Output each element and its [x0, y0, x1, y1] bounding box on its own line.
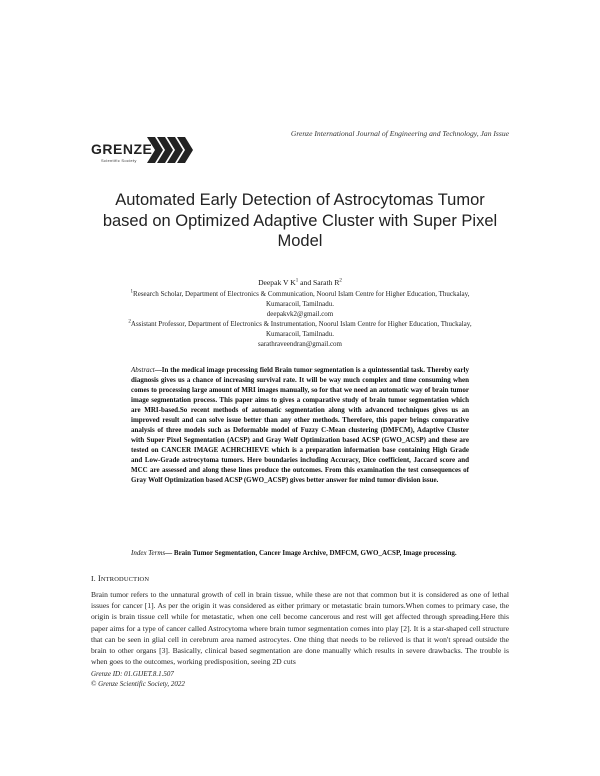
paper-title: [60, 190, 540, 252]
section-title-rest: NTRODUCTION: [100, 576, 150, 583]
author-marker: 2: [339, 278, 342, 284]
author-list: [60, 278, 540, 287]
index-terms-label: Index Terms: [131, 549, 166, 557]
abstract-text: —In the medical image processing field Brain tumor segmentation is a quintessential task. Thereby early diagnosis gives us a chance of increasing survival rate. It will be way much complex and time consuming when comes to processing large amount of MRI images manually, so for that we need an automatic way of brain tumor image segmentation process. This paper aims to gives a comparative study of brain tumor segmentation which are MRI-based.So recent methods of automatic segmentation along with advanced techniques gives us an improved result and can solve issue better than any other methods. Therefore, this paper brings comparative analysis of three models such as Deformable model of Fuzzy C-Mean clustering (DMFCM), Adaptive Cluster with Super Pixel Segmentation (ACSP) and Gray Wolf Optimization based ACSP (GWO_ACSP) and these are tested on CANCER IMAGE ACHRCHIEVE which is a preparation information base containing High Grade and Low-Grade astrocytoma tumors. Here boundaries including Accuracy, Dice coefficient, Jaccard score and MCC are assessed and along these lines produce the outcomes. From this examination the test consequences of Gray Wolf Optimization based ACSP (GWO_ACSP) gives better answer for mind tumor division issue.: [131, 366, 469, 484]
title-line: Model: [277, 232, 323, 250]
affiliation-2: [92, 319, 508, 350]
affiliation-marker: 1: [130, 289, 134, 295]
title-line: Automated Early Detection of Astrocytomas Tumor: [115, 191, 485, 209]
copyright-notice: © Grenze Scientific Society, 2022: [91, 680, 185, 688]
author-marker: 1: [295, 278, 299, 284]
section-number: I.: [91, 574, 98, 583]
grenze-id: Grenze ID: 01.GIJET.8.1.507: [91, 670, 174, 678]
index-terms-text: — Brain Tumor Segmentation, Cancer Image Archive, DMFCM, GWO_ACSP, Image processing.: [165, 549, 457, 557]
author-conjunction: and: [298, 278, 314, 287]
logo-subtitle: Scientific Society: [101, 158, 137, 163]
author-name: Sarath R: [313, 278, 340, 287]
logo-chevrons-icon: [147, 137, 193, 163]
affiliation-line: Assistant Professor, Department of Electronics & Instrumentation, Noorul Islam Centre for Higher Education, Thuckalay,: [130, 320, 472, 328]
index-terms: [131, 548, 469, 558]
abstract: [131, 365, 469, 485]
publisher-logo: [91, 133, 196, 167]
section-initial: I: [97, 574, 101, 583]
intro-paragraph: Brain tumor refers to the unnatural growth of cell in brain tissue, while these are not that common but it is considered as one of lethal issues for cancer [1]. As per the origin it was considered as either primary or metastatic brain tumors.When comes to primary case, the origin is brain tissue cell while for metastatic, when one cell become cancerous and rest will get affected through spreading.Here this paper aims for a type of cancer called Astrocytoma where brain tumor segmentation comes into play [2]. It is a star-shaped cell structure that can be seen in glial cell in cerebrum area named astrocytes. One thing that needs to be relieved is that it won't spread outside the brain to other organs [3]. Basically, clinical based segmentation are done manually which results in severe drawbacks. The trouble is when goes to the outcomes, working predisposition, seeing 2D cuts: [91, 590, 509, 667]
affiliation-marker: 2: [128, 319, 131, 325]
section-heading: [91, 574, 149, 583]
affiliation-line: Kumaracoil, Tamilnadu.: [265, 330, 334, 339]
author-name: Deepak V K: [258, 278, 296, 287]
affiliation-1: [92, 289, 508, 320]
title-line: based on Optimized Adaptive Cluster with Super Pixel: [102, 211, 498, 230]
author-email[interactable]: deepakvk2@gmail.com: [266, 310, 334, 319]
affiliation-line: Research Scholar, Department of Electronics & Communication, Noorul Islam Centre for Higher Education, Thuckalay,: [133, 290, 470, 298]
abstract-label: Abstract: [131, 366, 155, 374]
journal-name: Grenze International Journal of Engineering and Technology, Jan Issue: [290, 129, 509, 138]
logo-wordmark: GRENZE: [91, 141, 153, 157]
affiliation-line: Kumaracoil, Tamilnadu.: [265, 300, 334, 309]
author-email[interactable]: sarathraveendran@gmail.com: [258, 340, 342, 349]
